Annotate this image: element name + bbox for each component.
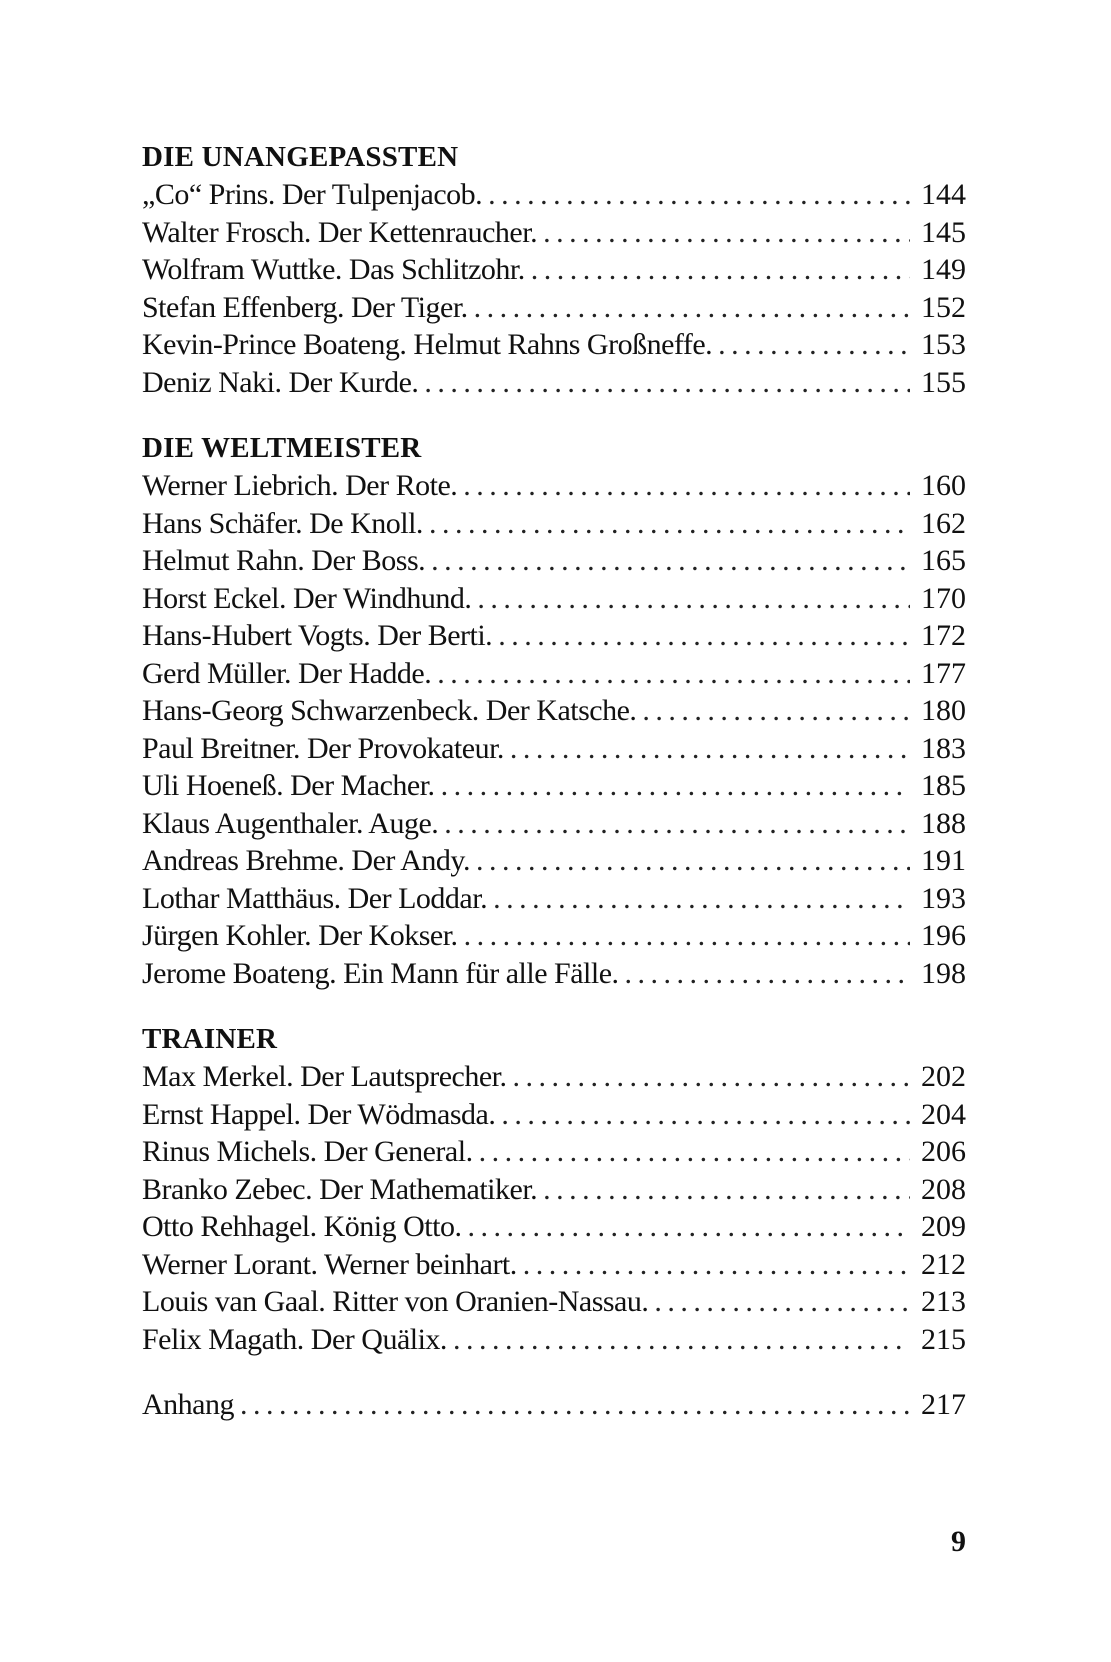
dot-leader	[510, 730, 910, 768]
toc-entry[interactable]	[142, 251, 966, 289]
entry-title: Hans Schäfer. De Knoll.	[142, 506, 423, 540]
toc-entry[interactable]	[142, 1058, 966, 1096]
toc-entry[interactable]	[142, 617, 966, 655]
entry-page: 162	[921, 506, 966, 540]
entry-title: Uli Hoeneß. Der Macher.	[142, 769, 435, 802]
toc-entry[interactable]	[142, 842, 966, 880]
dot-leader	[488, 176, 910, 214]
entry-page: 191	[921, 844, 966, 877]
entry-page: 193	[921, 881, 966, 915]
entry-title: Max Merkel. Der Lautsprecher.	[142, 1060, 507, 1093]
toc-section-die-weltmeister	[142, 429, 966, 992]
toc-entry[interactable]	[142, 880, 966, 918]
toc-entry[interactable]	[142, 1283, 966, 1321]
toc-entry[interactable]	[142, 289, 966, 327]
dot-leader	[543, 214, 910, 252]
entry-page: 202	[921, 1060, 966, 1093]
entry-page: 208	[921, 1172, 966, 1206]
entry-page: 160	[921, 469, 966, 502]
entry-page: 149	[921, 253, 966, 286]
toc-entry[interactable]	[142, 805, 966, 843]
entry-title: Louis van Gaal. Ritter von Oranien-Nassau.	[142, 1285, 649, 1318]
toc-entry[interactable]	[142, 214, 966, 252]
dot-leader	[531, 251, 910, 289]
toc-entry[interactable]	[142, 505, 966, 543]
toc-entry[interactable]	[142, 542, 966, 580]
table-of-contents	[142, 138, 966, 1424]
entry-title: Helmut Rahn. Der Boss.	[142, 544, 426, 577]
toc-entry[interactable]	[142, 580, 966, 618]
entry-title: Rinus Michels. Der General.	[142, 1135, 473, 1168]
dot-leader	[642, 692, 910, 730]
entry-title: „Co“ Prins. Der Tulpenjacob.	[142, 178, 483, 211]
toc-section-trainer	[142, 1020, 966, 1358]
dot-leader	[453, 1321, 910, 1359]
toc-entry[interactable]	[142, 1208, 966, 1246]
toc-entry[interactable]	[142, 955, 966, 993]
entry-title: Branko Zebec. Der Mathematiker.	[142, 1172, 538, 1206]
toc-entry-appendix[interactable]	[142, 1386, 966, 1424]
dot-leader	[513, 1058, 910, 1096]
dot-leader	[498, 617, 910, 655]
toc-entry[interactable]	[142, 364, 966, 402]
section-heading: TRAINER	[142, 1023, 278, 1055]
dot-leader	[467, 1208, 910, 1246]
dot-leader	[543, 1171, 910, 1209]
dot-leader	[625, 955, 910, 993]
toc-entry[interactable]	[142, 1096, 966, 1134]
entry-page: 145	[921, 215, 966, 249]
entry-title: Anhang	[142, 1388, 234, 1421]
entry-title: Gerd Müller. Der Hadde.	[142, 656, 432, 690]
dot-leader	[718, 326, 910, 364]
entry-page: 204	[921, 1097, 966, 1131]
entry-title: Lothar Matthäus. Der Loddar.	[142, 881, 488, 915]
toc-entry[interactable]	[142, 1133, 966, 1171]
dot-leader	[474, 289, 910, 327]
entry-page: 213	[921, 1285, 966, 1318]
entry-title: Ernst Happel. Der Wödmasda.	[142, 1097, 496, 1131]
entry-page: 153	[921, 328, 966, 361]
section-heading: DIE WELTMEISTER	[142, 432, 422, 464]
dot-leader	[464, 917, 910, 955]
dot-leader	[493, 880, 910, 918]
entry-title: Otto Rehhagel. König Otto.	[142, 1210, 462, 1243]
entry-title: Stefan Effenberg. Der Tiger.	[142, 290, 468, 324]
entry-page: 165	[921, 544, 966, 577]
toc-entry[interactable]	[142, 467, 966, 505]
entry-page: 144	[921, 178, 966, 211]
toc-entry[interactable]	[142, 176, 966, 214]
toc-entry[interactable]	[142, 1246, 966, 1284]
dot-leader	[523, 1246, 910, 1284]
entry-title: Felix Magath. Der Quälix.	[142, 1322, 447, 1356]
entry-page: 185	[921, 769, 966, 802]
toc-entry[interactable]	[142, 1321, 966, 1359]
entry-title: Andreas Brehme. Der Andy.	[142, 844, 470, 877]
entry-title: Deniz Naki. Der Kurde.	[142, 365, 419, 399]
entry-page: 196	[921, 919, 966, 952]
entry-page: 206	[921, 1135, 966, 1168]
entry-page: 212	[921, 1247, 966, 1281]
entry-title: Hans-Georg Schwarzenbeck. Der Katsche.	[142, 694, 637, 727]
toc-entry[interactable]	[142, 655, 966, 693]
dot-leader	[240, 1386, 910, 1424]
toc-entry[interactable]	[142, 326, 966, 364]
toc-entry[interactable]	[142, 767, 966, 805]
entry-page: 215	[921, 1322, 966, 1356]
dot-leader	[437, 655, 910, 693]
toc-entry[interactable]	[142, 1171, 966, 1209]
page-number: 9	[951, 1525, 966, 1558]
toc-entry[interactable]	[142, 692, 966, 730]
toc-entry[interactable]	[142, 917, 966, 955]
entry-title: Kevin-Prince Boateng. Helmut Rahns Großneffe.	[142, 328, 713, 361]
entry-title: Hans-Hubert Vogts. Der Berti.	[142, 619, 493, 652]
dot-leader	[501, 1096, 910, 1134]
entry-page: 155	[921, 365, 966, 399]
entry-page: 183	[921, 731, 966, 765]
entry-page: 217	[921, 1388, 966, 1421]
dot-leader	[429, 505, 910, 543]
entry-page: 188	[921, 806, 966, 840]
entry-title: Werner Liebrich. Der Rote.	[142, 469, 458, 502]
entry-title: Wolfram Wuttke. Das Schlitzohr.	[142, 253, 525, 286]
entry-page: 209	[921, 1210, 966, 1243]
dot-leader	[424, 364, 910, 402]
entry-page: 172	[921, 619, 966, 652]
dot-leader	[479, 1133, 910, 1171]
entry-title: Jürgen Kohler. Der Kokser.	[142, 919, 458, 952]
entry-title: Werner Lorant. Werner beinhart.	[142, 1247, 517, 1281]
dot-leader	[654, 1283, 910, 1321]
entry-page: 177	[921, 656, 966, 690]
entry-page: 198	[921, 956, 966, 990]
section-heading: DIE UNANGEPASSTEN	[142, 141, 459, 173]
entry-page: 152	[921, 290, 966, 324]
toc-entry[interactable]	[142, 730, 966, 768]
entry-title: Paul Breitner. Der Provokateur.	[142, 731, 504, 765]
toc-section-die-unangepassten	[142, 138, 966, 401]
dot-leader	[476, 842, 910, 880]
entry-page: 180	[921, 694, 966, 727]
dot-leader	[463, 467, 910, 505]
dot-leader	[444, 805, 910, 843]
dot-leader	[441, 767, 910, 805]
entry-title: Klaus Augenthaler. Auge.	[142, 806, 439, 840]
dot-leader	[431, 542, 910, 580]
entry-page: 170	[921, 581, 966, 615]
entry-title: Horst Eckel. Der Windhund.	[142, 581, 472, 615]
entry-title: Jerome Boateng. Ein Mann für alle Fälle.	[142, 956, 619, 990]
entry-title: Walter Frosch. Der Kettenraucher.	[142, 215, 538, 249]
dot-leader	[477, 580, 910, 618]
